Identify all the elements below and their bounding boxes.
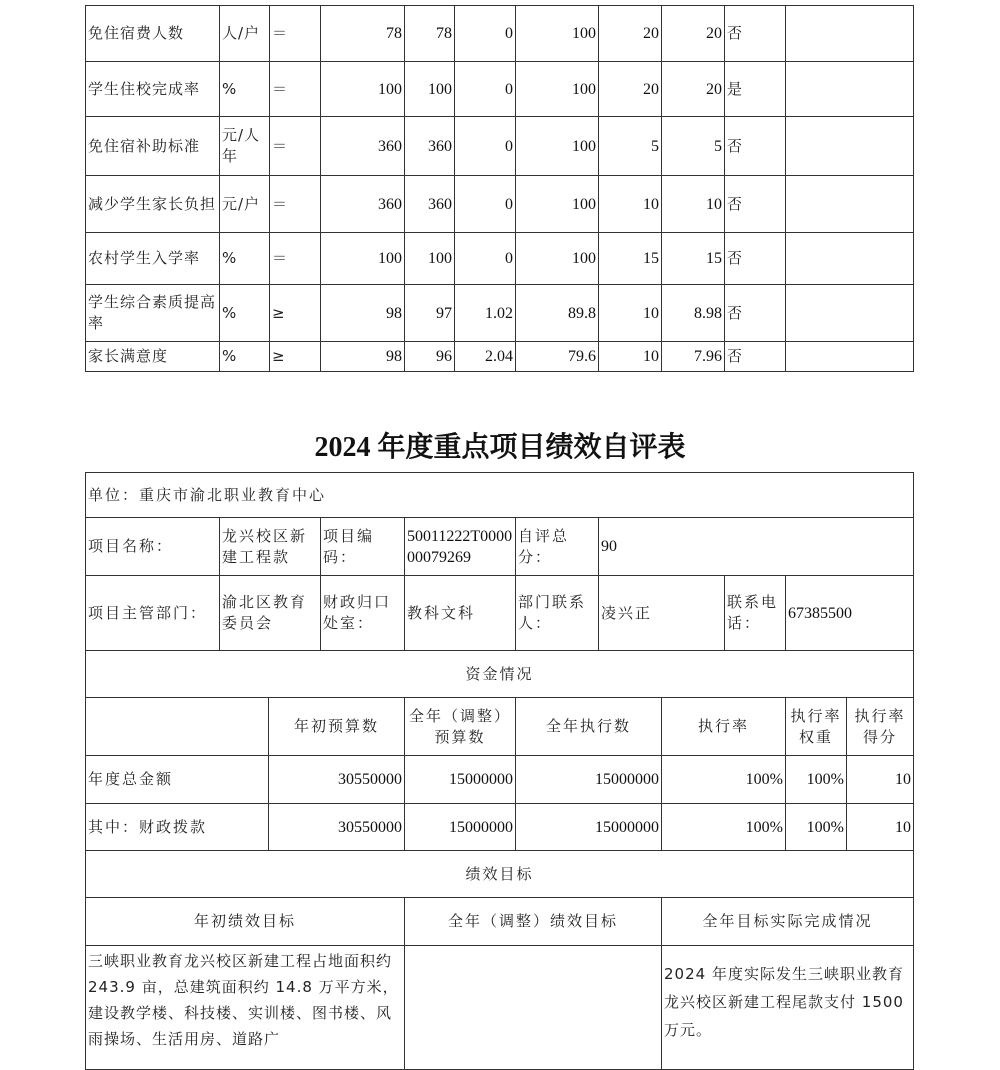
indicator-actual: 97	[404, 284, 455, 342]
indicator-deviation: 0	[454, 232, 516, 285]
indicator-op: ＝	[269, 5, 321, 62]
indicator-actual: 360	[404, 116, 455, 176]
funds-row-score: 10	[846, 755, 914, 804]
indicator-weight: 10	[598, 175, 662, 233]
indicator-note	[785, 284, 914, 342]
self-score-label: 自评总分：	[515, 517, 599, 576]
project-code: 50011222T000000079269	[404, 517, 516, 576]
funds-header-weight: 执行率权重	[785, 697, 847, 756]
indicator-deviation: 0	[454, 61, 516, 117]
indicator-unit: 元/人年	[219, 116, 270, 176]
indicator-flag: 否	[724, 175, 786, 233]
indicator-note	[785, 341, 914, 372]
funds-row-label: 年度总金额	[85, 755, 269, 804]
indicator-weight: 10	[598, 284, 662, 342]
indicator-flag: 否	[724, 284, 786, 342]
indicator-score: 15	[661, 232, 725, 285]
indicator-deviation: 0	[454, 5, 516, 62]
indicator-deviation: 2.04	[454, 341, 516, 372]
indicator-unit: %	[219, 61, 270, 117]
indicator-score: 20	[661, 5, 725, 62]
indicator-actual: 96	[404, 341, 455, 372]
indicator-flag: 否	[724, 5, 786, 62]
indicator-weight: 20	[598, 61, 662, 117]
indicator-name: 减少学生家长负担	[85, 175, 220, 233]
indicator-name: 农村学生入学率	[85, 232, 220, 285]
funds-row-adjusted: 15000000	[404, 803, 516, 851]
funds-row-rate: 100%	[661, 803, 786, 851]
indicator-weight: 5	[598, 116, 662, 176]
indicator-score: 5	[661, 116, 725, 176]
funds-header-rate: 执行率	[661, 697, 786, 756]
project-code-label: 项目编码：	[320, 517, 405, 576]
dept-label: 项目主管部门：	[85, 575, 220, 651]
indicator-actual: 360	[404, 175, 455, 233]
indicator-name: 家长满意度	[85, 341, 220, 372]
funds-header-score: 执行率得分	[846, 697, 914, 756]
goals-header-initial: 年初绩效目标	[85, 897, 405, 946]
indicator-target: 98	[320, 284, 405, 342]
indicator-flag: 否	[724, 232, 786, 285]
indicator-actual: 100	[404, 61, 455, 117]
indicator-target: 98	[320, 341, 405, 372]
unit-line: 单位：重庆市渝北职业教育中心	[85, 472, 914, 518]
page-title: 2024 年度重点项目绩效自评表	[314, 432, 686, 463]
phone-label: 联系电话：	[724, 575, 786, 651]
indicator-unit: 元/户	[219, 175, 270, 233]
goals-adjusted-text	[404, 945, 662, 1070]
funds-row-executed: 15000000	[515, 755, 662, 804]
goals-section-title: 绩效目标	[85, 850, 914, 898]
funds-row-initial: 30550000	[268, 803, 405, 851]
indicator-rate: 100	[515, 5, 599, 62]
indicator-deviation: 1.02	[454, 284, 516, 342]
contact-label: 部门联系人：	[515, 575, 599, 651]
dept: 渝北区教育委员会	[219, 575, 321, 651]
indicator-rate: 100	[515, 232, 599, 285]
indicator-rate: 89.8	[515, 284, 599, 342]
indicator-name: 学生综合素质提高率	[85, 284, 220, 342]
indicator-rate: 100	[515, 116, 599, 176]
indicator-name: 免住宿费人数	[85, 5, 220, 62]
indicator-score: 10	[661, 175, 725, 233]
indicator-op: ≥	[269, 284, 321, 342]
funds-section-title: 资金情况	[85, 650, 914, 698]
indicator-note	[785, 116, 914, 176]
indicator-note	[785, 61, 914, 117]
indicator-rate: 79.6	[515, 341, 599, 372]
indicator-name: 免住宿补助标准	[85, 116, 220, 176]
indicator-op: ＝	[269, 116, 321, 176]
funds-row-weight: 100%	[785, 803, 847, 851]
indicator-weight: 15	[598, 232, 662, 285]
goals-header-actual: 全年目标实际完成情况	[661, 897, 914, 946]
indicator-deviation: 0	[454, 175, 516, 233]
funds-row-initial: 30550000	[268, 755, 405, 804]
phone: 67385500	[785, 575, 914, 651]
funds-header-blank	[85, 697, 269, 756]
finance-office: 教科文科	[404, 575, 516, 651]
self-score: 90	[598, 517, 914, 576]
indicator-op: ＝	[269, 61, 321, 117]
indicator-actual: 78	[404, 5, 455, 62]
indicator-target: 100	[320, 61, 405, 117]
indicator-unit: 人/户	[219, 5, 270, 62]
funds-row-executed: 15000000	[515, 803, 662, 851]
indicator-score: 7.96	[661, 341, 725, 372]
funds-row-weight: 100%	[785, 755, 847, 804]
indicator-target: 360	[320, 175, 405, 233]
indicator-note	[785, 5, 914, 62]
indicator-op: ≥	[269, 341, 321, 372]
goals-initial-text: 三峡职业教育龙兴校区新建工程占地面积约 243.9 亩，总建筑面积约 14.8 万平方米，建设教学楼、科技楼、实训楼、图书楼、风雨操场、生活用房、道路广	[85, 945, 405, 1070]
indicator-name: 学生住校完成率	[85, 61, 220, 117]
indicator-unit: %	[219, 341, 270, 372]
contact: 凌兴正	[598, 575, 725, 651]
indicator-rate: 100	[515, 61, 599, 117]
indicator-actual: 100	[404, 232, 455, 285]
indicator-unit: %	[219, 284, 270, 342]
indicator-rate: 100	[515, 175, 599, 233]
indicator-unit: %	[219, 232, 270, 285]
funds-row-adjusted: 15000000	[404, 755, 516, 804]
indicator-flag: 否	[724, 341, 786, 372]
funds-header-executed: 全年执行数	[515, 697, 662, 756]
funds-header-initial: 年初预算数	[268, 697, 405, 756]
funds-row-score: 10	[846, 803, 914, 851]
indicator-note	[785, 232, 914, 285]
indicator-target: 78	[320, 5, 405, 62]
indicator-note	[785, 175, 914, 233]
indicator-deviation: 0	[454, 116, 516, 176]
indicator-op: ＝	[269, 232, 321, 285]
goals-header-adjusted: 全年（调整）绩效目标	[404, 897, 662, 946]
project-name: 龙兴校区新建工程款	[219, 517, 321, 576]
funds-header-adjusted: 全年（调整）预算数	[404, 697, 516, 756]
funds-row-rate: 100%	[661, 755, 786, 804]
finance-office-label: 财政归口处室：	[320, 575, 405, 651]
indicator-weight: 10	[598, 341, 662, 372]
indicator-score: 20	[661, 61, 725, 117]
indicator-op: ＝	[269, 175, 321, 233]
indicator-flag: 是	[724, 61, 786, 117]
funds-row-label: 其中：财政拨款	[85, 803, 269, 851]
indicator-target: 100	[320, 232, 405, 285]
project-name-label: 项目名称：	[85, 517, 220, 576]
goals-actual-text: 2024 年度实际发生三峡职业教育龙兴校区新建工程尾款支付 1500 万元。	[661, 945, 914, 1070]
indicator-target: 360	[320, 116, 405, 176]
indicator-flag: 否	[724, 116, 786, 176]
indicator-weight: 20	[598, 5, 662, 62]
indicator-score: 8.98	[661, 284, 725, 342]
